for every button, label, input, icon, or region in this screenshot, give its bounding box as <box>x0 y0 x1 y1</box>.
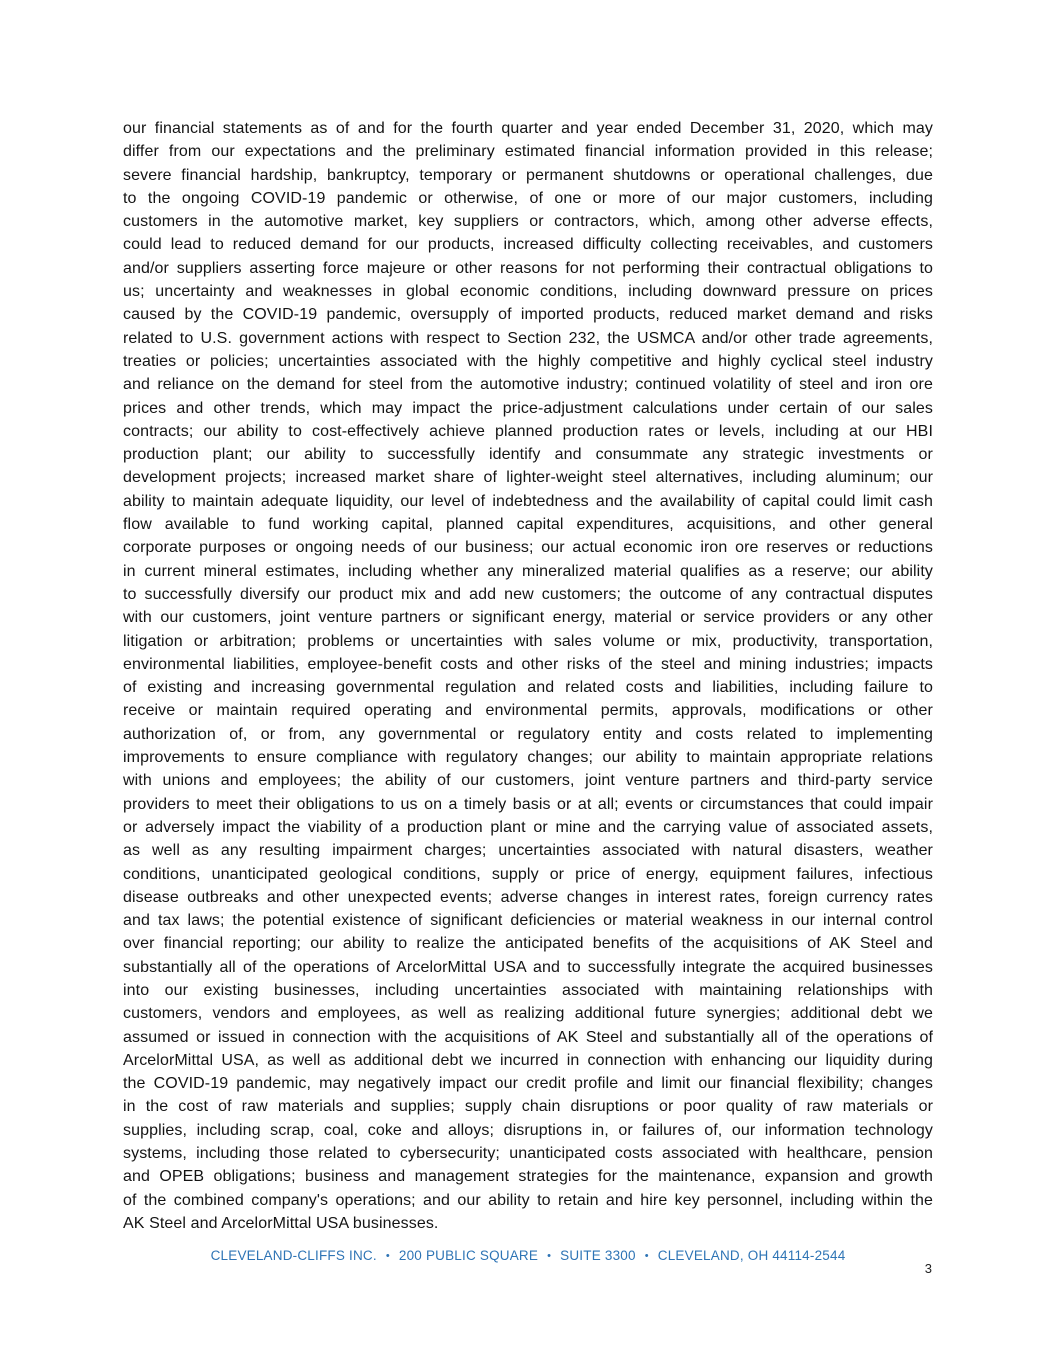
body-text-line: customers in the automotive market, key suppliers or contractors, which, among other adverse effects, <box>123 213 933 231</box>
body-text-line: authorization of, or from, any governmental or regulatory entity and costs related to implementing <box>123 725 933 743</box>
body-text-line: corporate purposes or ongoing needs of our business; our actual economic iron ore reserves or reductions <box>123 539 933 557</box>
footer-city-zip: CLEVELAND, OH 44114-2544 <box>657 1248 846 1263</box>
body-text-line: with our customers, joint venture partners or significant energy, material or service providers or any other <box>123 609 933 627</box>
bullet-separator-icon: • <box>547 1250 552 1262</box>
body-text-line: environmental liabilities, employee-benefit costs and other risks of the steel and mining industries; impacts <box>123 655 933 673</box>
body-text-line: disease outbreaks and other unexpected events; adverse changes in interest rates, foreign currency rates <box>123 888 933 906</box>
body-text-line: production plant; our ability to successfully identify and consummate any strategic investments or <box>123 446 933 464</box>
body-text-line: in current mineral estimates, including whether any mineralized material qualifies as a reserve; our ability <box>123 562 933 580</box>
body-text-line: development projects; increased market share of lighter-weight steel alternatives, including aluminum; our <box>123 469 933 487</box>
body-text-line: prices and other trends, which may impact the price-adjustment calculations under certain of our sales <box>123 399 933 417</box>
body-text-line: improvements to ensure compliance with regulatory changes; our ability to maintain appropriate relations <box>123 749 933 767</box>
body-text-line: providers to meet their obligations to us on a timely basis or at all; events or circumstances that could impair <box>123 795 933 813</box>
body-text-line: and OPEB obligations; business and management strategies for the maintenance, expansion and growth <box>123 1168 933 1186</box>
body-text-line: contracts; our ability to cost-effectively achieve planned production rates or levels, including at our HBI <box>123 422 933 440</box>
body-text-line: as well as any resulting impairment charges; uncertainties associated with natural disasters, weather <box>123 842 933 860</box>
body-text <box>123 117 933 1235</box>
body-text-line: to the ongoing COVID-19 pandemic or otherwise, of one or more of our major customers, including <box>123 189 933 207</box>
body-text-line: of the combined company's operations; and our ability to retain and hire key personnel, including within the <box>123 1191 933 1209</box>
body-text-line: receive or maintain required operating and environmental permits, approvals, modifications or other <box>123 702 933 720</box>
body-text-line: severe financial hardship, bankruptcy, temporary or permanent shutdowns or operational challenges, due <box>123 166 933 184</box>
body-text-line: the COVID-19 pandemic, may negatively impact our credit profile and limit our financial flexibility; changes <box>123 1075 933 1093</box>
body-text-line: assumed or issued in connection with the acquisitions of AK Steel and substantially all of the operations of <box>123 1028 933 1046</box>
body-text-line: flow available to fund working capital, planned capital expenditures, acquisitions, and other general <box>123 516 933 534</box>
body-text-line: differ from our expectations and the preliminary estimated financial information provided in this release; <box>123 143 933 161</box>
body-text-line: ability to maintain adequate liquidity, our level of indebtedness and the availability of capital could limit cash <box>123 492 933 510</box>
body-text-line: into our existing businesses, including uncertainties associated with maintaining relationships with <box>123 981 933 999</box>
body-text-line: and reliance on the demand for steel from the automotive industry; continued volatility of steel and iron ore <box>123 376 933 394</box>
body-text-line: and/or suppliers asserting force majeure or other reasons for not performing their contractual obligations to <box>123 259 933 277</box>
body-text-line: or adversely impact the viability of a production plant or mine and the carrying value of associated assets, <box>123 818 933 836</box>
body-text-line: treaties or policies; uncertainties associated with the highly competitive and highly cyclical steel industry <box>123 352 933 370</box>
body-text-line: could lead to reduced demand for our products, increased difficulty collecting receivables, and customers <box>123 236 933 254</box>
body-text-line: related to U.S. government actions with respect to Section 232, the USMCA and/or other trade agreements, <box>123 329 933 347</box>
footer-street: 200 PUBLIC SQUARE <box>398 1248 539 1263</box>
body-text-line: and tax laws; the potential existence of significant deficiencies or material weakness in our internal control <box>123 912 933 930</box>
body-text-line: over financial reporting; our ability to realize the anticipated benefits of the acquisitions of AK Steel and <box>123 935 933 953</box>
bullet-separator-icon: • <box>385 1250 390 1262</box>
body-text-line: us; uncertainty and weaknesses in global economic conditions, including downward pressure on prices <box>123 283 933 301</box>
body-text-line: substantially all of the operations of ArcelorMittal USA and to successfully integrate the acquired businesses <box>123 958 933 976</box>
body-text-line: with unions and employees; the ability of our customers, joint venture partners and third-party service <box>123 772 933 790</box>
body-text-line: customers, vendors and employees, as well as realizing additional future synergies; additional debt we <box>123 1005 933 1023</box>
page-number: 3 <box>924 1261 932 1276</box>
footer-company: CLEVELAND-CLIFFS INC. <box>210 1248 377 1263</box>
footer <box>123 1248 933 1263</box>
body-text-line: litigation or arbitration; problems or uncertainties with sales volume or mix, productivity, transportation, <box>123 632 933 650</box>
bullet-separator-icon: • <box>644 1250 649 1262</box>
body-text-line: supplies, including scrap, coal, coke and alloys; disruptions in, or failures of, our information technology <box>123 1121 933 1139</box>
body-text-line: in the cost of raw materials and supplies; supply chain disruptions or poor quality of raw materials or <box>123 1098 933 1116</box>
body-text-line: ArcelorMittal USA, as well as additional debt we incurred in connection with enhancing our liquidity during <box>123 1051 933 1069</box>
body-text-line: caused by the COVID-19 pandemic, oversupply of imported products, reduced market demand and risks <box>123 306 933 324</box>
body-text-line: our financial statements as of and for the fourth quarter and year ended December 31, 2020, which may <box>123 120 933 137</box>
body-text-line: to successfully diversify our product mix and add new customers; the outcome of any contractual disputes <box>123 585 933 603</box>
body-text-line: AK Steel and ArcelorMittal USA businesses. <box>123 1214 439 1232</box>
footer-suite: SUITE 3300 <box>560 1248 636 1263</box>
body-text-line: of existing and increasing governmental regulation and related costs and liabilities, including failure to <box>123 679 933 697</box>
body-text-line: systems, including those related to cybersecurity; unanticipated costs associated with healthcare, pension <box>123 1145 933 1163</box>
body-text-line: conditions, unanticipated geological conditions, supply or price of energy, equipment failures, infectious <box>123 865 933 883</box>
